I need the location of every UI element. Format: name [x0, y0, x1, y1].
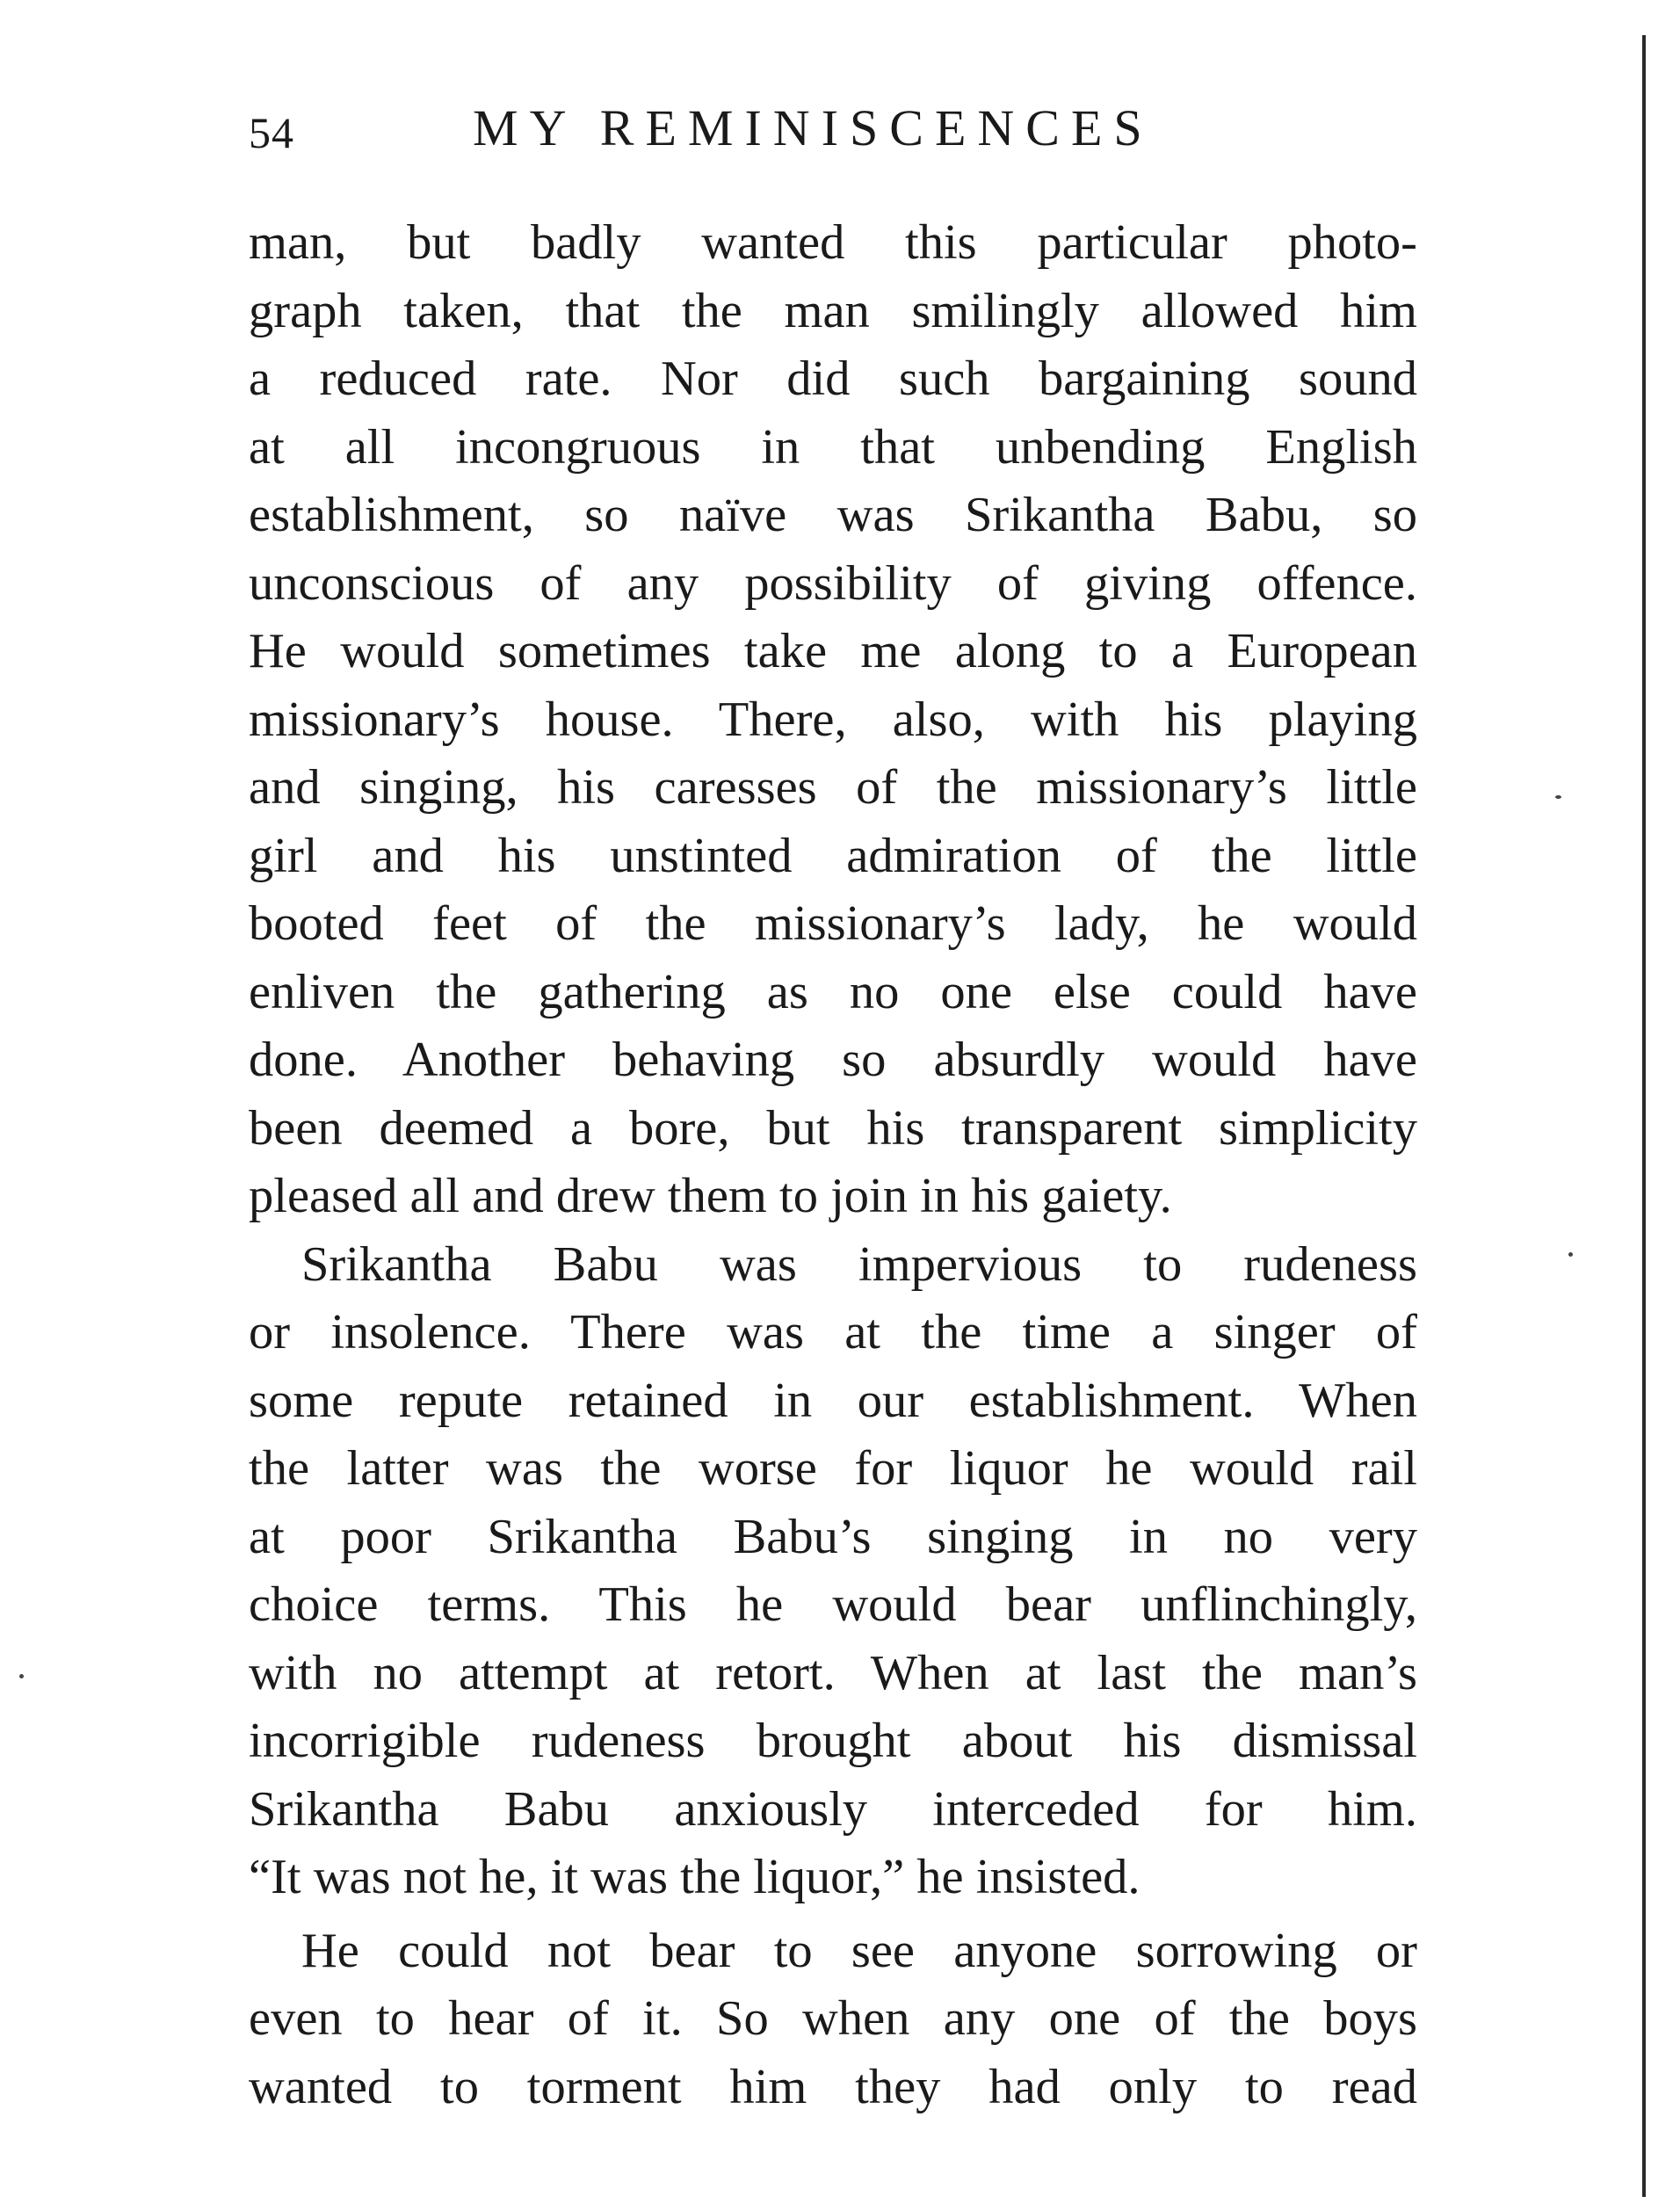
text-line: at poor Srikantha Babu’s singing in no very	[249, 1509, 1417, 1564]
text-line: graph taken, that the man smilingly allowed him	[249, 283, 1417, 338]
scan-edge-rule	[1642, 35, 1646, 2197]
text-line: choice terms. This he would bear unflinchingly,	[249, 1577, 1417, 1632]
text-line: He could not bear to see anyone sorrowing or	[301, 1923, 1417, 1978]
text-line: some repute retained in our establishment. When	[249, 1373, 1417, 1428]
text-line: pleased all and drew them to join in his gaiety.	[249, 1169, 1172, 1223]
text-line: unconscious of any possibility of giving offence.	[249, 555, 1417, 611]
paragraph-3	[249, 1917, 1417, 2122]
body-text	[249, 209, 1417, 2121]
text-line: booted feet of the missionary’s lady, he would	[249, 896, 1417, 951]
text-line: establishment, so naïve was Srikantha Babu, so	[249, 488, 1417, 542]
text-line: girl and his unstinted admiration of the little	[249, 828, 1417, 883]
text-line: “It was not he, it was the liquor,” he insisted.	[249, 1850, 1141, 1904]
text-line: been deemed a bore, but his transparent simplicity	[249, 1100, 1417, 1156]
text-line: the latter was the worse for liquor he would rail	[249, 1441, 1417, 1496]
paragraph-1	[249, 209, 1417, 1231]
text-line: missionary’s house. There, also, with his playing	[249, 692, 1417, 747]
text-line: and singing, his caresses of the missionary’s little	[249, 760, 1417, 815]
text-line: enliven the gathering as no one else could have	[249, 964, 1417, 1019]
text-line: Srikantha Babu anxiously interceded for him.	[249, 1781, 1417, 1837]
scan-speck	[1568, 1252, 1573, 1257]
text-line: done. Another behaving so absurdly would have	[249, 1033, 1417, 1087]
text-line: with no attempt at retort. When at last the man’s	[249, 1645, 1417, 1700]
text-line: Srikantha Babu was impervious to rudeness	[301, 1236, 1417, 1292]
text-line: at all incongruous in that unbending English	[249, 419, 1417, 475]
text-line: a reduced rate. Nor did such bargaining sound	[249, 352, 1417, 406]
text-line: wanted to torment him they had only to read	[249, 2059, 1417, 2114]
text-line: man, but badly wanted this particular photo-	[249, 215, 1417, 270]
page-number: 54	[249, 108, 294, 157]
text-line: He would sometimes take me along to a European	[249, 624, 1417, 678]
text-line: even to hear of it. So when any one of the boys	[249, 1991, 1417, 2046]
text-line: incorrigible rudeness brought about his dismissal	[249, 1714, 1417, 1768]
scan-speck	[1555, 795, 1561, 799]
page-header	[249, 98, 1417, 169]
running-title: MY REMINISCENCES	[473, 99, 1154, 156]
scan-speck	[19, 1674, 24, 1678]
text-line: or insolence. There was at the time a singer of	[249, 1305, 1417, 1359]
paragraph-2	[249, 1231, 1417, 1912]
